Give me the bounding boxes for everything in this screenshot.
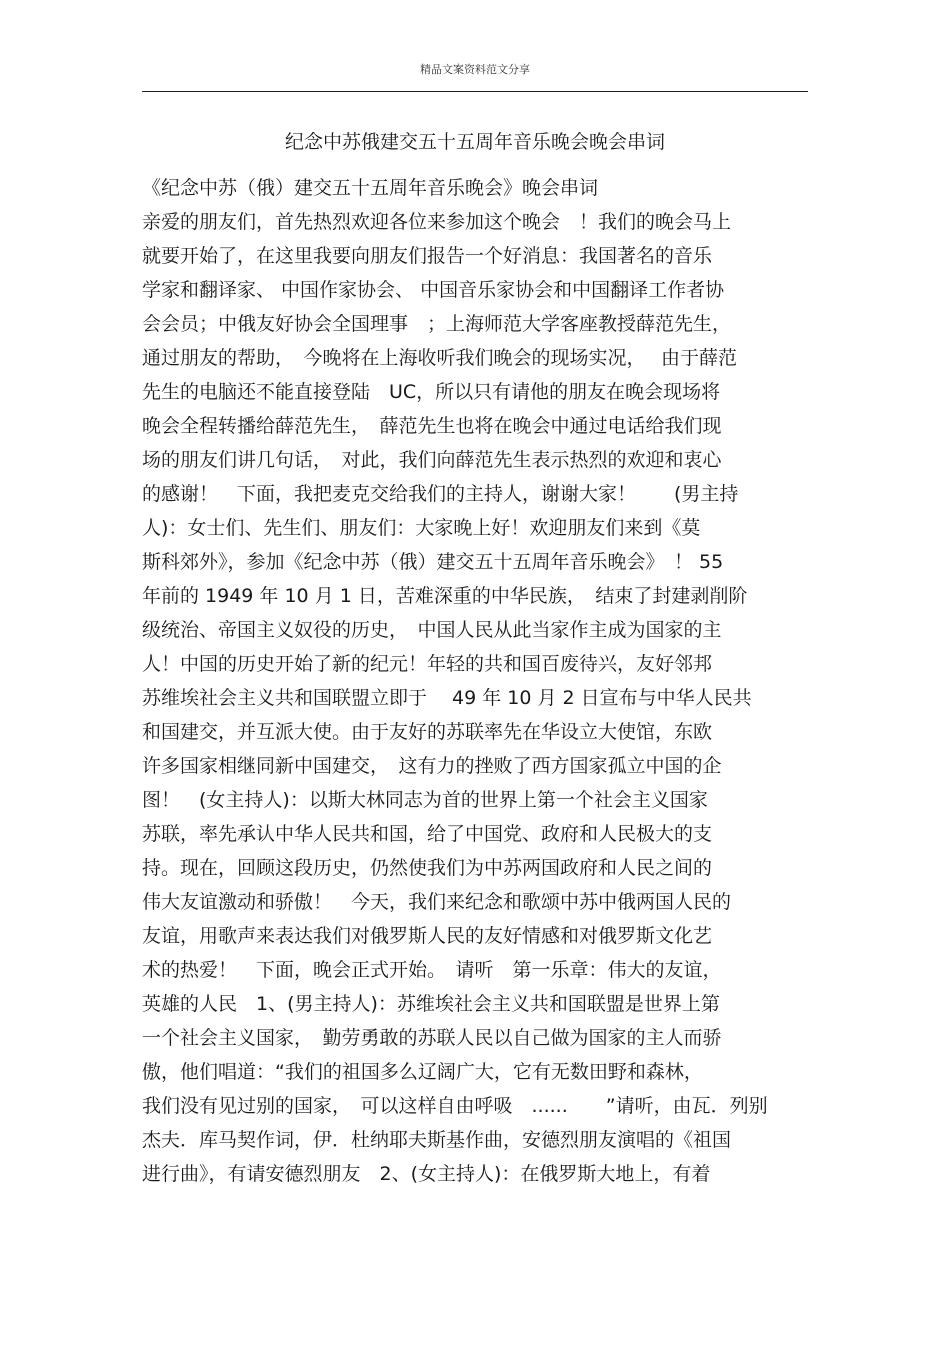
text-line: 持。现在，回顾这段历史，仍然使我们为中苏两国政府和人民之间的 — [142, 857, 713, 879]
text-line: 级统治、帝国主义奴役的历史， 中国人民从此当家作主成为国家的主 — [142, 619, 722, 641]
text-line: 学家和翻译家、 中国作家协会、 中国音乐家协会和中国翻译工作者协 — [142, 279, 725, 301]
text-line: 通过朋友的帮助， 今晚将在上海收听我们晚会的现场实况， 由于薛范 — [142, 347, 738, 369]
text-line: 会会员；中俄友好协会全国理事 ；上海师范大学客座教授薛范先生， — [142, 313, 732, 335]
text-line: 《纪念中苏（俄）建交五十五周年音乐晚会》晚会串词 — [142, 177, 599, 199]
document-title: 纪念中苏俄建交五十五周年音乐晚会晚会串词 — [284, 131, 665, 153]
text-line: 场的朋友们讲几句话， 对此，我们向薛范先生表示热烈的欢迎和衷心 — [142, 449, 722, 471]
text-line: 和国建交，并互派大使。由于友好的苏联率先在华设立大使馆，东欧 — [142, 721, 713, 743]
header-divider — [142, 91, 808, 92]
text-line: 伟大友谊激动和骄傲！ 今天，我们来纪念和歌颂中苏中俄两国人民的 — [142, 891, 732, 913]
text-line: 的感谢！ 下面，我把麦克交给我们的主持人，谢谢大家！ (男主持 — [142, 483, 739, 505]
body-text — [142, 173, 842, 1193]
text-line: 先生的电脑还不能直接登陆 UC，所以只有请他的朋友在晚会现场将 — [142, 381, 721, 403]
text-line: 斯科郊外》，参加《纪念中苏（俄）建交五十五周年音乐晚会》 ！ 55 — [142, 551, 724, 573]
text-line: 图！ (女主持人)：以斯大林同志为首的世界上第一个社会主义国家 — [142, 789, 708, 811]
text-line: 杰夫．库马契作词，伊．杜纳耶夫斯基作曲，安德烈朋友演唱的《祖国 — [142, 1129, 732, 1151]
text-line: 友谊，用歌声来表达我们对俄罗斯人民的友好情感和对俄罗斯文化艺 — [142, 925, 713, 947]
text-line: 我们没有见过别的国家， 可以这样自由呼吸 ...... ”请听，由瓦．列别 — [142, 1095, 768, 1117]
page-header: 精品文案资料范文分享 — [420, 63, 530, 76]
text-line: 进行曲》，有请安德烈朋友 2、(女主持人)：在俄罗斯大地上，有着 — [142, 1163, 711, 1185]
text-line: 人！中国的历史开始了新的纪元！年轻的共和国百废待兴，友好邻邦 — [142, 653, 713, 675]
text-line: 人)：女士们、先生们、朋友们：大家晚上好！欢迎朋友们来到《莫 — [142, 517, 701, 539]
text-line: 傲，他们唱道：“我们的祖国多么辽阔广大，它有无数田野和森林， — [142, 1061, 703, 1083]
text-line: 苏维埃社会主义共和国联盟立即于 49 年 10 月 2 日宣布与中华人民共 — [142, 687, 752, 709]
text-line: 苏联，率先承认中华人民共和国，给了中国党、政府和人民极大的支 — [142, 823, 713, 845]
text-line: 就要开始了，在这里我要向朋友们报告一个好消息：我国著名的音乐 — [142, 245, 713, 267]
text-line: 年前的 1949 年 10 月 1 日，苦难深重的中华民族， 结束了封建剥削阶 — [142, 585, 748, 607]
text-line: 一个社会主义国家， 勤劳勇敢的苏联人民以自己做为国家的主人而骄 — [142, 1027, 722, 1049]
text-line: 亲爱的朋友们，首先热烈欢迎各位来参加这个晚会 ！我们的晚会马上 — [142, 211, 732, 233]
text-line: 术的热爱！ 下面，晚会正式开始。 请听 第一乐章：伟大的友谊， — [142, 959, 722, 981]
text-line: 晚会全程转播给薛范先生， 薛范先生也将在晚会中通过电话给我们现 — [142, 415, 722, 437]
text-line: 许多国家相继同新中国建交， 这有力的挫败了西方国家孤立中国的企 — [142, 755, 722, 777]
text-line: 英雄的人民 1、(男主持人)：苏维埃社会主义共和国联盟是世界上第 — [142, 993, 720, 1015]
